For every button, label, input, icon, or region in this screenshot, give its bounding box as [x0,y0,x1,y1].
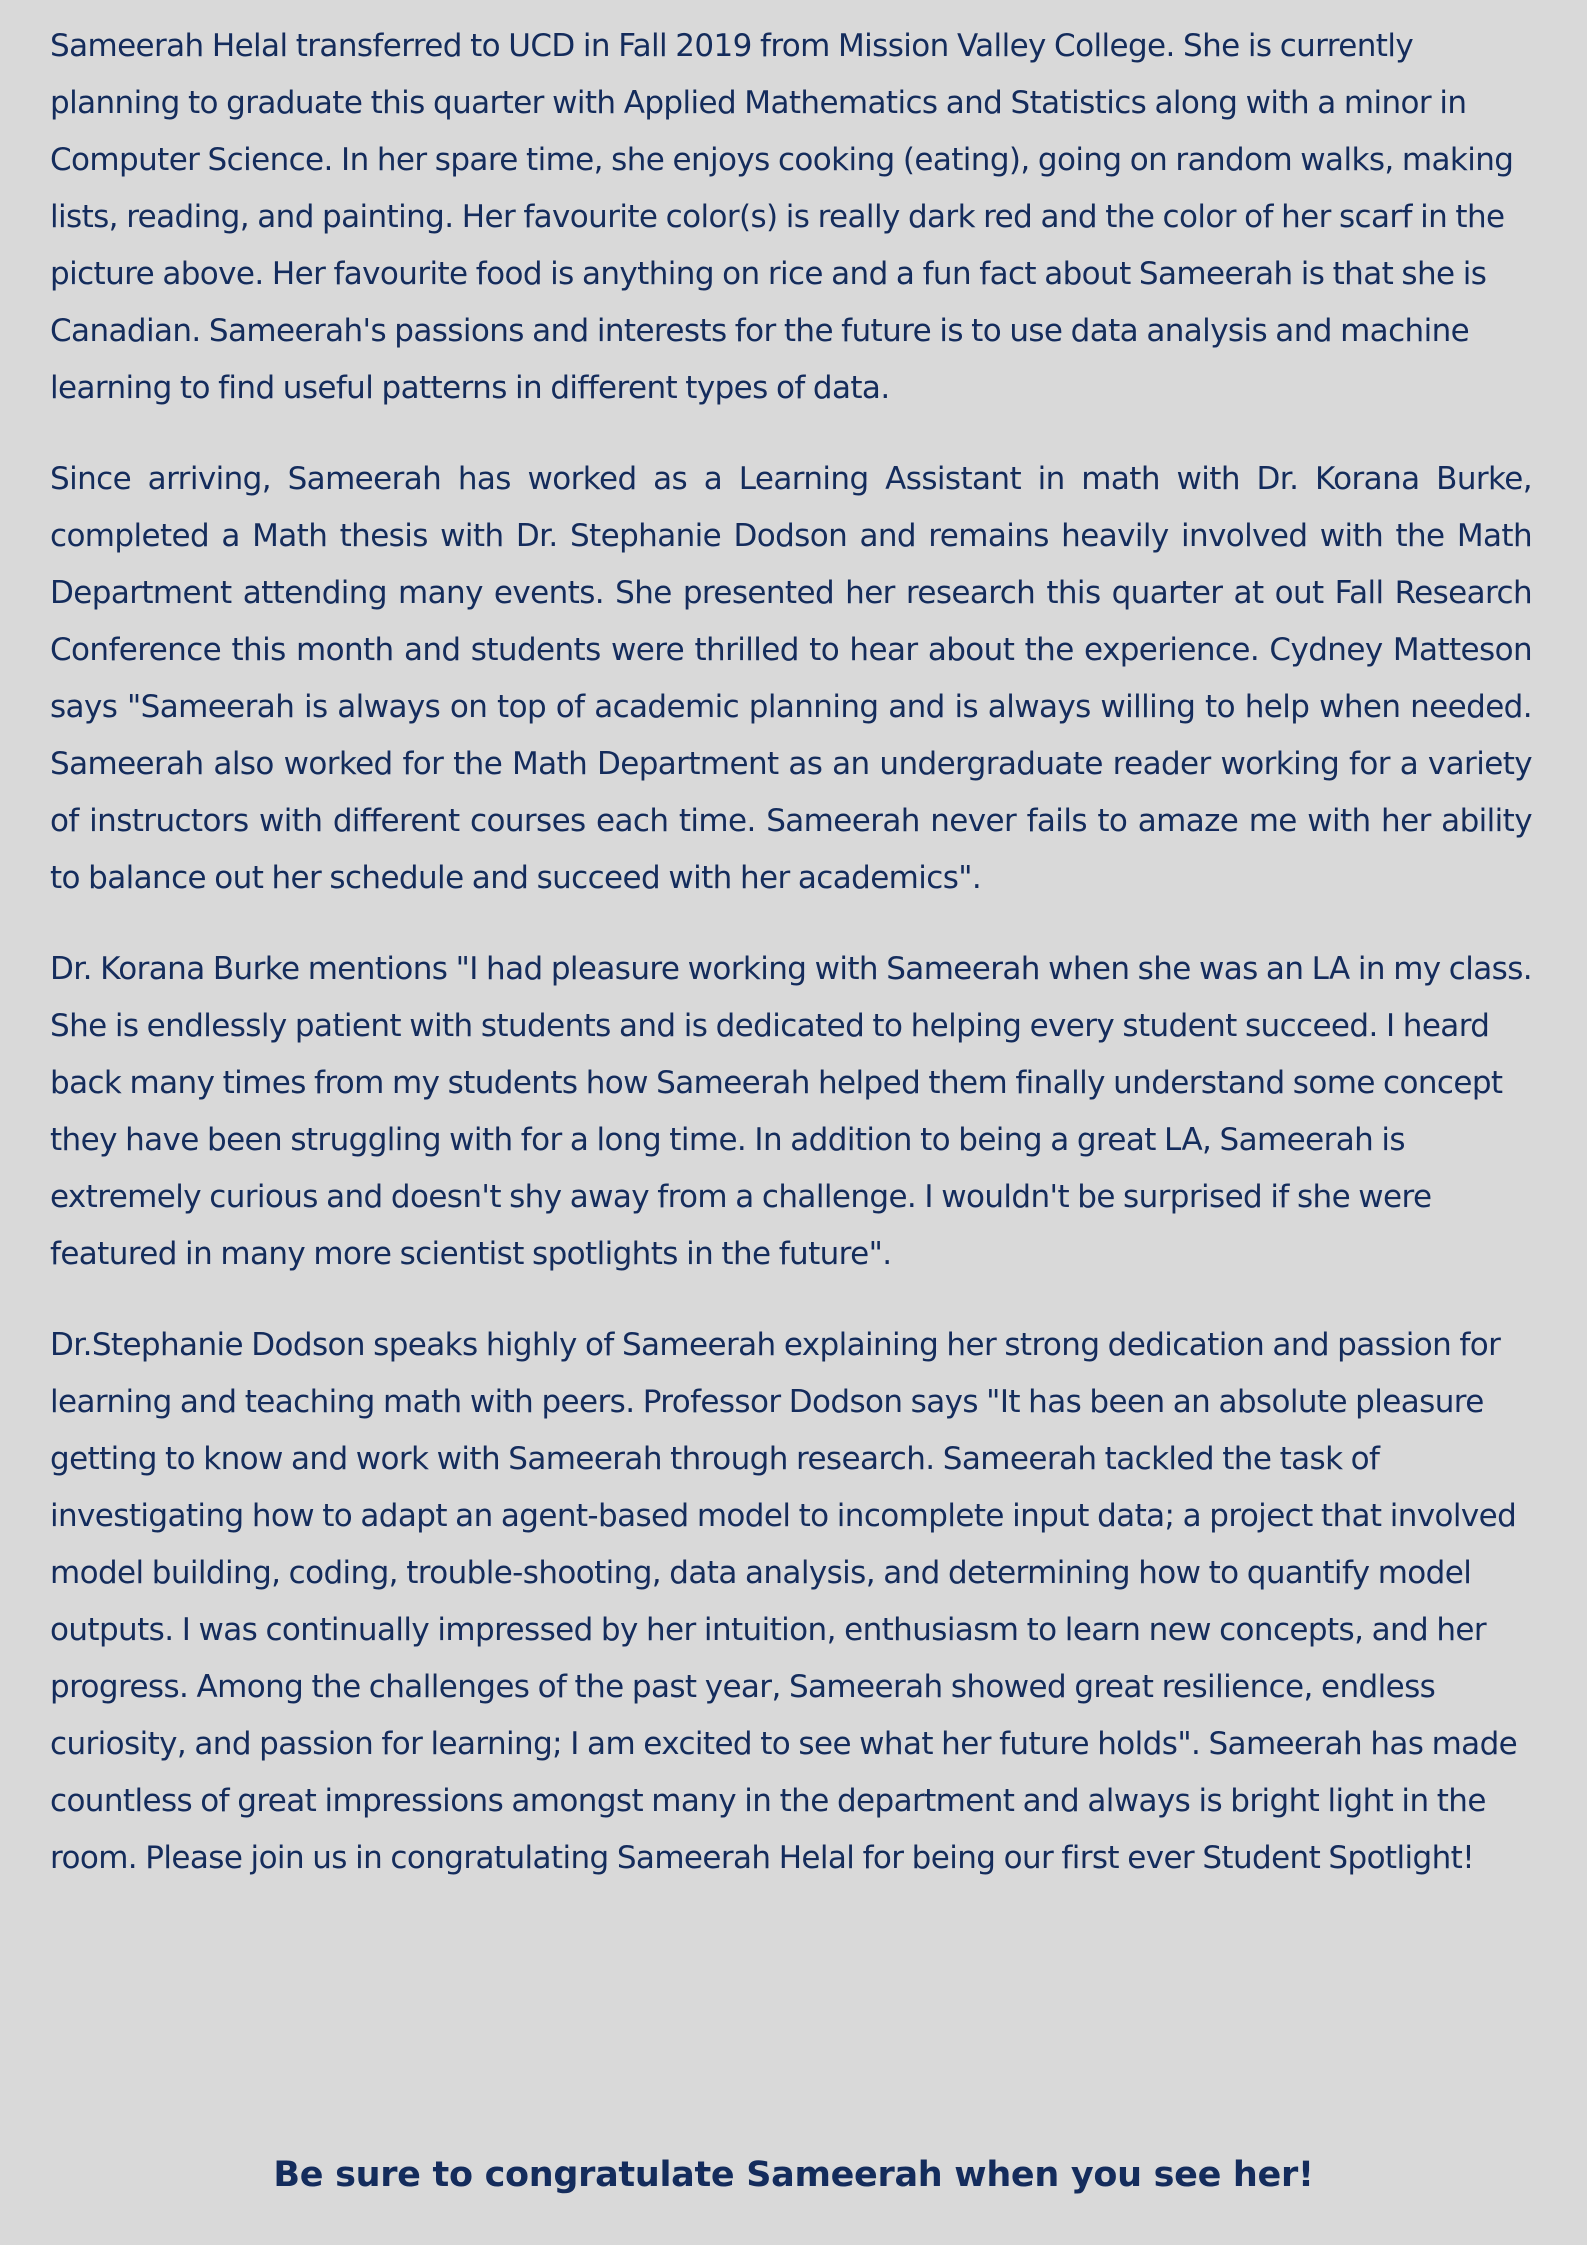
paragraph-burke-quote: Dr. Korana Burke mentions "I had pleasure working with Sameerah when she was an LA in my class. She is endlessly patient with students and is dedicated to helping every student succeed. I heard back many times from my students how Sameerah helped them finally understand some concept they have been struggling with for a long time. In addition to being a great LA, Sameerah is extremely curious and doesn't shy away from a challenge. I wouldn't be surprised if she were featured in many more scientist spotlights in the future". [50,951,1532,1272]
paragraph-intro: Sameerah Helal transferred to UCD in Fall 2019 from Mission Valley College. She is currently planning to graduate this quarter with Applied Mathematics and Statistics along with a minor in Computer Science. In her spare time, she enjoys cooking (eating), going on random walks, making lists, reading, and painting. Her favourite color(s) is really dark red and the color of her scarf in the picture above. Her favourite food is anything on rice and a fun fact about Sameerah is that she is Canadian. Sameerah's passions and interests for the future is to use data analysis and machine learning to find useful patterns in different types of data. [50,28,1514,406]
paragraph-since-arriving: Since arriving, Sameerah has worked as a Learning Assistant in math with Dr. Korana Burke, completed a Math thesis with Dr. Stephanie Dodson and remains heavily involved with the Math Department attending many events. She presented her research this quarter at out Fall Research Conference this month and students were thrilled to hear about the experience. Cydney Matteson says "Sameerah is always on top of academic planning and is always willing to help when needed. Sameerah also worked for the Math Department as an undergraduate reader working for a variety of instructors with different courses each time. Sameerah never fails to amaze me with her ability to balance out her schedule and succeed with her academics". [50,461,1532,896]
article-body [50,18,1532,1921]
closing-heading: Be sure to congratulate Sameerah when you see her! [273,2155,1314,2195]
paragraph-dodson-quote: Dr.Stephanie Dodson speaks highly of Sameerah explaining her strong dedication and passion for learning and teaching math with peers. Professor Dodson says "It has been an absolute pleasure getting to know and work with Sameerah through research. Sameerah tackled the task of investigating how to adapt an agent-based model to incomplete input data; a project that involved model building, coding, trouble-shooting, data analysis, and determining how to quantify model outputs. I was continually impressed by her intuition, enthusiasm to learn new concepts, and her progress. Among the challenges of the past year, Sameerah showed great resilience, endless curiosity, and passion for learning; I am excited to see what her future holds". Sameerah has made countless of great impressions amongst many in the department and always is bright light in the room. Please join us in congratulating Sameerah Helal for being our first ever Student Spotlight! [50,1327,1518,1876]
